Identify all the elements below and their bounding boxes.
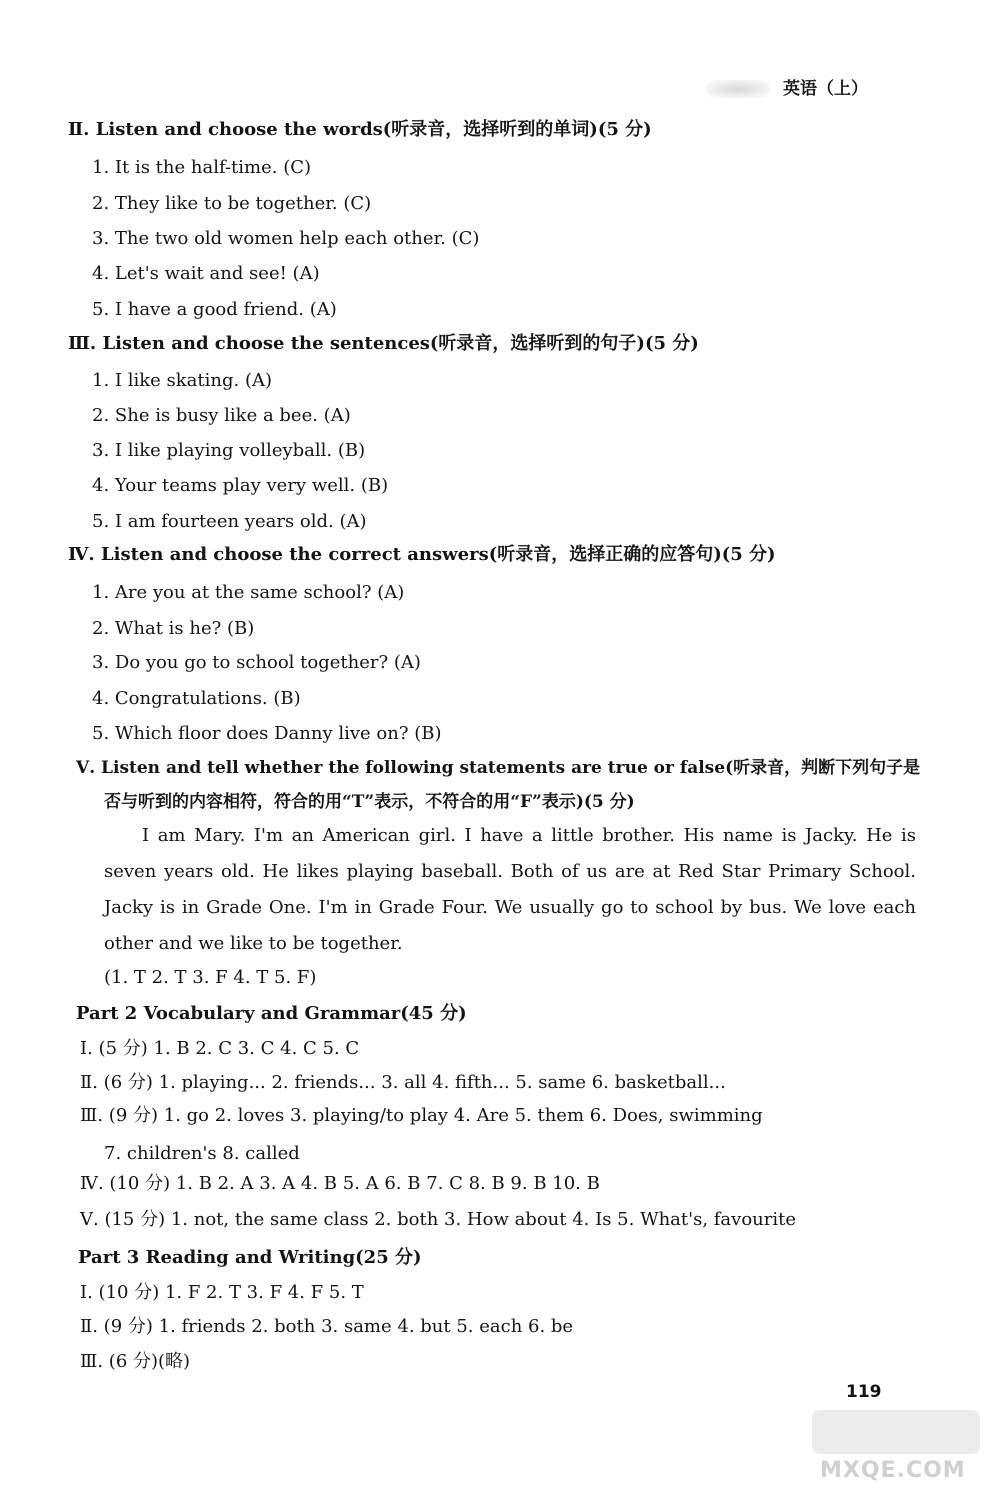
watermark-logo-icon [812,1410,980,1454]
part-3-line: Ⅰ. (10 分) 1. F 2. T 3. F 4. F 5. T [80,1282,364,1303]
section-3-item: 3. I like playing volleyball. (B) [92,440,366,461]
section-5-answers: (1. T 2. T 3. F 4. T 5. F) [104,967,317,988]
section-4-item: 2. What is he? (B) [92,618,255,639]
part-3-line: Ⅱ. (9 分) 1. friends 2. both 3. same 4. but 5. each 6. be [80,1316,574,1337]
part-2-heading: Part 2 Vocabulary and Grammar(45 分) [76,1003,467,1024]
running-header: 英语（上） [783,79,868,99]
section-4-item: 5. Which floor does Danny live on? (B) [92,723,442,744]
part-2-line: Ⅰ. (5 分) 1. B 2. C 3. C 4. C 5. C [80,1038,360,1059]
section-4-heading: Ⅳ. Listen and choose the correct answers(听录音，选择正确的应答句)(5 分) [68,544,776,565]
page-number: 119 [846,1382,882,1402]
part-3-heading: Part 3 Reading and Writing(25 分) [78,1247,422,1268]
section-4-item: 3. Do you go to school together? (A) [92,652,421,673]
section-3-item: 5. I am fourteen years old. (A) [92,511,367,532]
part-2-line: 7. children's 8. called [104,1143,300,1164]
part-2-line: Ⅴ. (15 分) 1. not, the same class 2. both 3. How about 4. Is 5. What's, favourite [80,1209,797,1230]
watermark-text: MXQE.COM [820,1458,966,1483]
section-3-item: 1. I like skating. (A) [92,370,272,391]
section-5-heading-line2: 否与听到的内容相符，符合的用“T”表示，不符合的用“F”表示)(5 分) [104,792,635,812]
section-4-item: 4. Congratulations. (B) [92,688,301,709]
part-2-line: Ⅲ. (9 分) 1. go 2. loves 3. playing/to play 4. Are 5. them 6. Does, swimming [80,1105,763,1126]
section-3-item: 4. Your teams play very well. (B) [92,475,389,496]
part-2-line: Ⅱ. (6 分) 1. playing... 2. friends... 3. all 4. fifth... 5. same 6. basketball... [80,1072,726,1093]
header-decoration [706,80,770,98]
section-2-item: 2. They like to be together. (C) [92,193,372,214]
section-5-passage: I am Mary. I'm an American girl. I have a little brother. His name is Jacky. He is seven years old. He likes playing baseball. Both of us are at Red Star Primary School. Jacky is in Grade One. I'm in Grade Four. We usually go to school by bus. We love each other and we like to be together. [104,825,916,954]
section-3-heading: Ⅲ. Listen and choose the sentences(听录音，选择听到的句子)(5 分) [68,333,699,354]
section-4-item: 1. Are you at the same school? (A) [92,582,405,603]
section-3-item: 2. She is busy like a bee. (A) [92,405,351,426]
section-2-item: 4. Let's wait and see! (A) [92,263,320,284]
part-2-line: Ⅳ. (10 分) 1. B 2. A 3. A 4. B 5. A 6. B 7. C 8. B 9. B 10. B [80,1173,600,1194]
part-3-line: Ⅲ. (6 分)(略) [80,1351,191,1372]
section-2-item: 3. The two old women help each other. (C) [92,228,480,249]
section-5-heading-line1: Ⅴ. Listen and tell whether the following statements are true or false(听录音，判断下列句子是 [76,758,921,778]
section-2-heading: Ⅱ. Listen and choose the words(听录音，选择听到的单词)(5 分) [68,119,652,140]
section-2-item: 5. I have a good friend. (A) [92,299,337,320]
section-2-item: 1. It is the half-time. (C) [92,157,312,178]
